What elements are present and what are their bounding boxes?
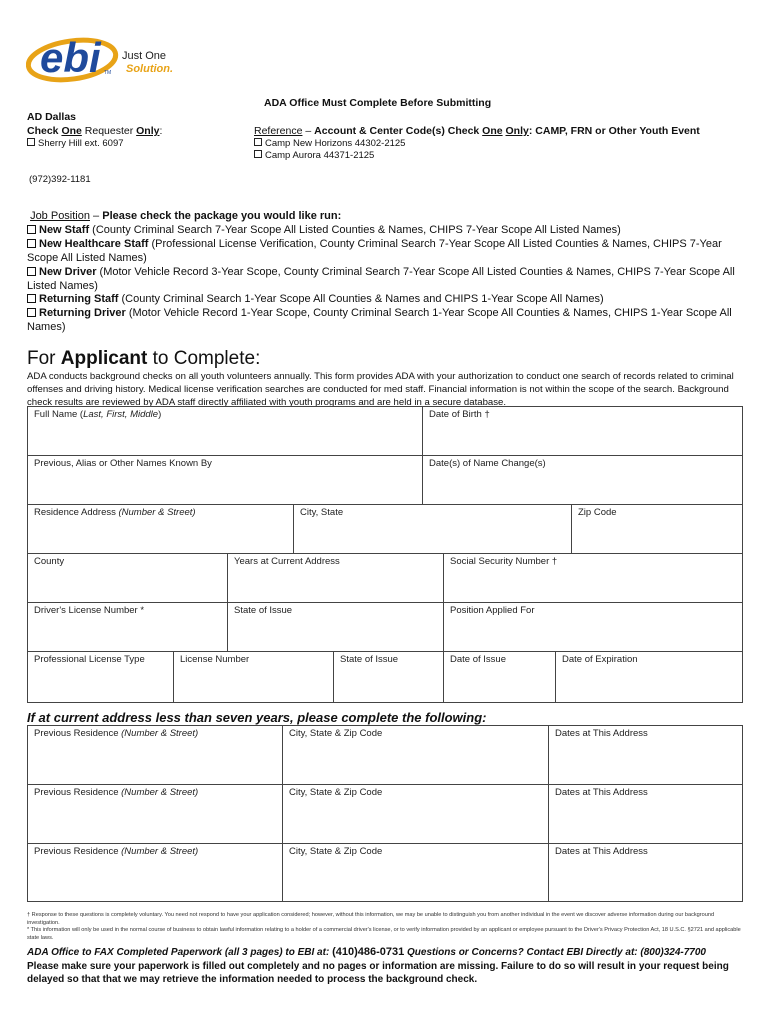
reference-option-1[interactable]: Camp New Horizons 44302-2125 (254, 138, 405, 149)
requester-option[interactable]: Sherry Hill ext. 6097 (27, 138, 124, 149)
package-new-driver[interactable]: New Driver (Motor Vehicle Record 3-Year Scope, County Criminal Search 7-Year Scope All Listed Counties & Names, CHIPS 7-Year Scope All Listed Names) (27, 265, 735, 292)
license-state-field[interactable]: State of Issue (334, 652, 444, 703)
alias-field[interactable]: Previous, Alias or Other Names Known By (28, 456, 423, 505)
previous-city-field[interactable]: City, State & Zip Code (283, 785, 549, 844)
position-field[interactable]: Position Applied For (444, 603, 743, 652)
checkbox-icon[interactable] (27, 225, 36, 234)
ada-note: ADA Office Must Complete Before Submitting (264, 97, 492, 109)
previous-residence-heading: If at current address less than seven years, please complete the following: (27, 710, 487, 725)
ebi-logo (26, 26, 196, 86)
prof-license-type-field[interactable]: Professional License Type (28, 652, 174, 703)
zip-field[interactable]: Zip Code (572, 505, 743, 554)
requester-heading: Check One Requester Only: (27, 125, 163, 137)
logo-brand: ebi (40, 34, 101, 81)
drivers-license-field[interactable]: Driver's License Number * (28, 603, 228, 652)
logo-tm: TM (104, 70, 112, 76)
previous-dates-field[interactable]: Dates at This Address (549, 785, 743, 844)
name-change-field[interactable]: Date(s) of Name Change(s) (423, 456, 743, 505)
org-name: AD Dallas (27, 111, 77, 123)
footnotes (27, 912, 743, 943)
checkbox-icon[interactable] (27, 239, 36, 248)
footnote-dagger: † Response to these questions is completely voluntary. You need not respond to have your application considered; however, without this information, we may be unable to distinguish you from another individual in the event we discover adverse information during our background investigation. (27, 912, 715, 926)
date-of-issue-field[interactable]: Date of Issue (444, 652, 556, 703)
previous-city-field[interactable]: City, State & Zip Code (283, 844, 549, 902)
previous-residence-grid (27, 725, 743, 902)
years-field[interactable]: Years at Current Address (228, 554, 444, 603)
previous-dates-field[interactable]: Dates at This Address (549, 726, 743, 785)
previous-residence-field[interactable]: Previous Residence (Number & Street) (28, 844, 283, 902)
checkbox-icon[interactable] (27, 294, 36, 303)
previous-residence-field[interactable]: Previous Residence (Number & Street) (28, 785, 283, 844)
package-new-staff[interactable]: New Staff (County Criminal Search 7-Year Scope All Listed Counties & Names, CHIPS 7-Year Scope All Listed Names) (27, 224, 743, 238)
applicant-heading: For Applicant to Complete: (27, 348, 261, 369)
logo-tagline-1: Just One (122, 50, 167, 62)
city-state-field[interactable]: City, State (294, 505, 572, 554)
checkbox-icon[interactable] (27, 308, 36, 317)
reference-heading: Reference – Account & Center Code(s) Check One Only: CAMP, FRN or Other Youth Event (254, 125, 700, 137)
applicant-intro: ADA conducts background checks on all youth volunteers annually. This form provides ADA with your authorization to conduct one search of records related to criminal offenses and driving history. Medical license verification searches are conducted for med staff. Financial information is not within the scope of the search. Background check results are reviewed by ADA staff directly affiliated with youth programs and are held in a secure database. (27, 371, 734, 408)
previous-city-field[interactable]: City, State & Zip Code (283, 726, 549, 785)
date-of-expiration-field[interactable]: Date of Expiration (556, 652, 743, 703)
address-field[interactable]: Residence Address (Number & Street) (28, 505, 294, 554)
package-returning-driver[interactable]: Returning Driver (Motor Vehicle Record 1-Year Scope, County Criminal Search 1-Year Scope All Counties & Names, CHIPS 1-Year Scope All Names) (27, 307, 732, 334)
reference-option-2[interactable]: Camp Aurora 44371-2125 (254, 150, 374, 161)
fax-instructions (27, 946, 743, 987)
requester-phone: (972)392-1181 (29, 174, 91, 185)
job-position-section (27, 210, 743, 335)
previous-residence-field[interactable]: Previous Residence (Number & Street) (28, 726, 283, 785)
checkbox-icon[interactable] (254, 150, 262, 158)
ssn-field[interactable]: Social Security Number † (444, 554, 743, 603)
logo-tagline-2: Solution. (126, 63, 174, 75)
license-number-field[interactable]: License Number (174, 652, 334, 703)
full-name-field[interactable]: Full Name (Last, First, Middle) (28, 407, 423, 456)
applicant-form-grid (27, 406, 743, 703)
package-new-healthcare-staff[interactable]: New Healthcare Staff (Professional License Verification, County Criminal Search 7-Year Scope All Listed Counties & Names, CHIPS 7-Year Scope All Listed Names) (27, 237, 722, 264)
dob-field[interactable]: Date of Birth † (423, 407, 743, 456)
footnote-star: * This information will only be used in the normal course of business to obtain lawful information relating to a holder of a commercial driver's license, or to verify information provided by an applicant or employee pursuant to the Driver's Privacy Protection Act, 18 U.S.C. §2721 and applicable state laws. (27, 927, 741, 942)
fax-line-1: ADA Office to FAX Completed Paperwork (all 3 pages) to EBI at: (410)486-0731 Questions or Concerns? Contact EBI Directly at: (800)324-7700 (27, 946, 706, 958)
checkbox-icon[interactable] (27, 267, 36, 276)
state-of-issue-field[interactable]: State of Issue (228, 603, 444, 652)
checkbox-icon[interactable] (254, 138, 262, 146)
checkbox-icon[interactable] (27, 138, 35, 146)
package-returning-staff[interactable]: Returning Staff (County Criminal Search 1-Year Scope All Counties & Names and CHIPS 1-Year Scope All Names) (27, 293, 743, 307)
county-field[interactable]: County (28, 554, 228, 603)
fax-line-2: Please make sure your paperwork is filled out completely and no pages or information are missing. Failure to do so will result in your request being delayed so that that we may retrieve the information needed to process the background check. (27, 960, 729, 985)
job-position-heading: Job Position – Please check the package you would like run: (30, 210, 342, 222)
previous-dates-field[interactable]: Dates at This Address (549, 844, 743, 902)
